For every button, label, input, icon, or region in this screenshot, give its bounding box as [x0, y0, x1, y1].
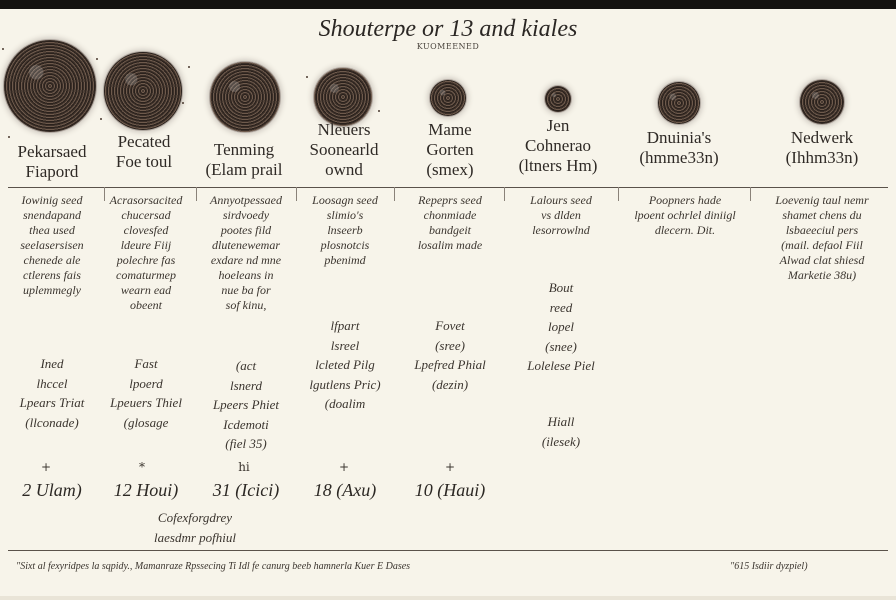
grain-dot: [96, 58, 98, 60]
column-description-5: Repeprs seed chonmiade bandgeit losalim made: [417, 193, 483, 252]
page-subtitle: KUOMEENED: [416, 42, 480, 51]
seed-illustration-4: [314, 68, 372, 126]
column-name-5: Mame Gorten (smex): [426, 120, 474, 179]
bottom-edge-bar: [0, 596, 896, 600]
column-total-5: 10 (Haui): [414, 480, 486, 500]
column-total-3: 31 (Icici): [212, 480, 280, 500]
footnote-left: "Sixt al fexyridpes la sqpidy., Mamanraze Rpssecing Ti Idl fe canurg beeb hamnerla Kuer E Dases: [16, 561, 411, 572]
grain-dot: [306, 76, 308, 78]
header-divider: [8, 187, 888, 188]
column-total-4: 18 (Axu): [313, 480, 377, 500]
column-mark-3: hi: [238, 460, 250, 474]
column-name-3: Tenming (Elam prail: [205, 140, 283, 179]
seed-illustration-8: [800, 80, 844, 124]
column-separator: [394, 187, 395, 201]
seed-illustration-2: [104, 52, 182, 130]
top-edge-bar: [0, 0, 896, 9]
column-details-4: lfpart lsreel lcleted Pilg lgutlens Pric) (doalim: [309, 318, 381, 411]
grain-dot: [182, 102, 184, 104]
column-name-2: Pecated Foe toul: [115, 132, 173, 171]
column-details-5: Fovet (sree) Lpefred Phial (dezin): [414, 318, 486, 392]
column-details-1: Ined lhccel Lpears Triat (llconade): [19, 356, 85, 430]
footnote-right: "615 Isdiir dyzpiel): [730, 561, 808, 572]
seed-illustration-5: [430, 80, 466, 116]
column-details-6: Bout reed lopel (snee) Lolelese Piel: [527, 280, 595, 373]
seed-illustration-1: [4, 40, 96, 132]
column-name-4: Nleuers Soonearld ownd: [309, 120, 379, 179]
grain-dot: [378, 110, 380, 112]
grain-dot: [2, 48, 4, 50]
column-name-7: Dnuinia's (hmme33n): [639, 128, 719, 167]
grain-dot: [100, 118, 102, 120]
extra-note: Cofexforgdrey laesdmr pofhiul: [154, 510, 236, 545]
column-mark-2: *: [139, 460, 145, 474]
column-details-6b: Hiall (ilesek): [541, 414, 581, 449]
column-mark-5: +: [444, 460, 456, 474]
column-name-6: Jen Cohnerao (ltners Hm): [518, 116, 598, 175]
seed-illustration-3: [210, 62, 280, 132]
column-description-7: Poopners hade lpoent ochrlel diniigl dlecern. Dit.: [634, 193, 736, 237]
column-details-3: (act lsnerd Lpeers Phiet Icdemoti (fiel 35): [212, 358, 280, 451]
column-name-1: Pekarsaed Fiapord: [17, 142, 87, 181]
seed-illustration-7: [658, 82, 700, 124]
column-description-1: Iowinig seed snendapand thea used seelasersisen chenede ale ctlerens fais uplemmegly: [20, 193, 84, 297]
column-description-4: Loosagn seed slimio's lnseerb plosnotcis pbenimd: [312, 193, 378, 267]
column-description-2: Acrasorsacited chucersad clovesfed ldeure Fiij polechre fas comaturmep wearn ead obeent: [109, 193, 183, 312]
footer-divider: [8, 550, 888, 551]
grain-dot: [8, 136, 10, 138]
column-mark-1: +: [40, 460, 52, 474]
seed-illustration-6: [545, 86, 571, 112]
page-title: Shouterpe or 13 and kiales: [318, 16, 578, 42]
column-total-1: 2 Ulam): [22, 480, 82, 500]
column-name-8: Nedwerk (Ihhm33n): [785, 128, 859, 167]
column-mark-4: +: [338, 460, 350, 474]
grain-dot: [188, 66, 190, 68]
column-total-2: 12 Houi): [113, 480, 179, 500]
column-description-3: Annyotpessaed sirdvoedy pootes fild dlutenewemar exdare nd mne hoeleans in nue ba for sof kinu,: [210, 193, 282, 312]
column-description-8: Loevenig taul nemr shamet chens du lsbaeeciul pers (mail. defaol Fiil Alwad clat shiesd Marketie 38u): [775, 193, 869, 282]
column-separator: [504, 187, 505, 201]
column-description-6: Lalours seed vs dlden lesorrowlnd: [530, 193, 592, 237]
column-details-2: Fast lpoerd Lpeuers Thiel (glosage: [110, 356, 182, 430]
